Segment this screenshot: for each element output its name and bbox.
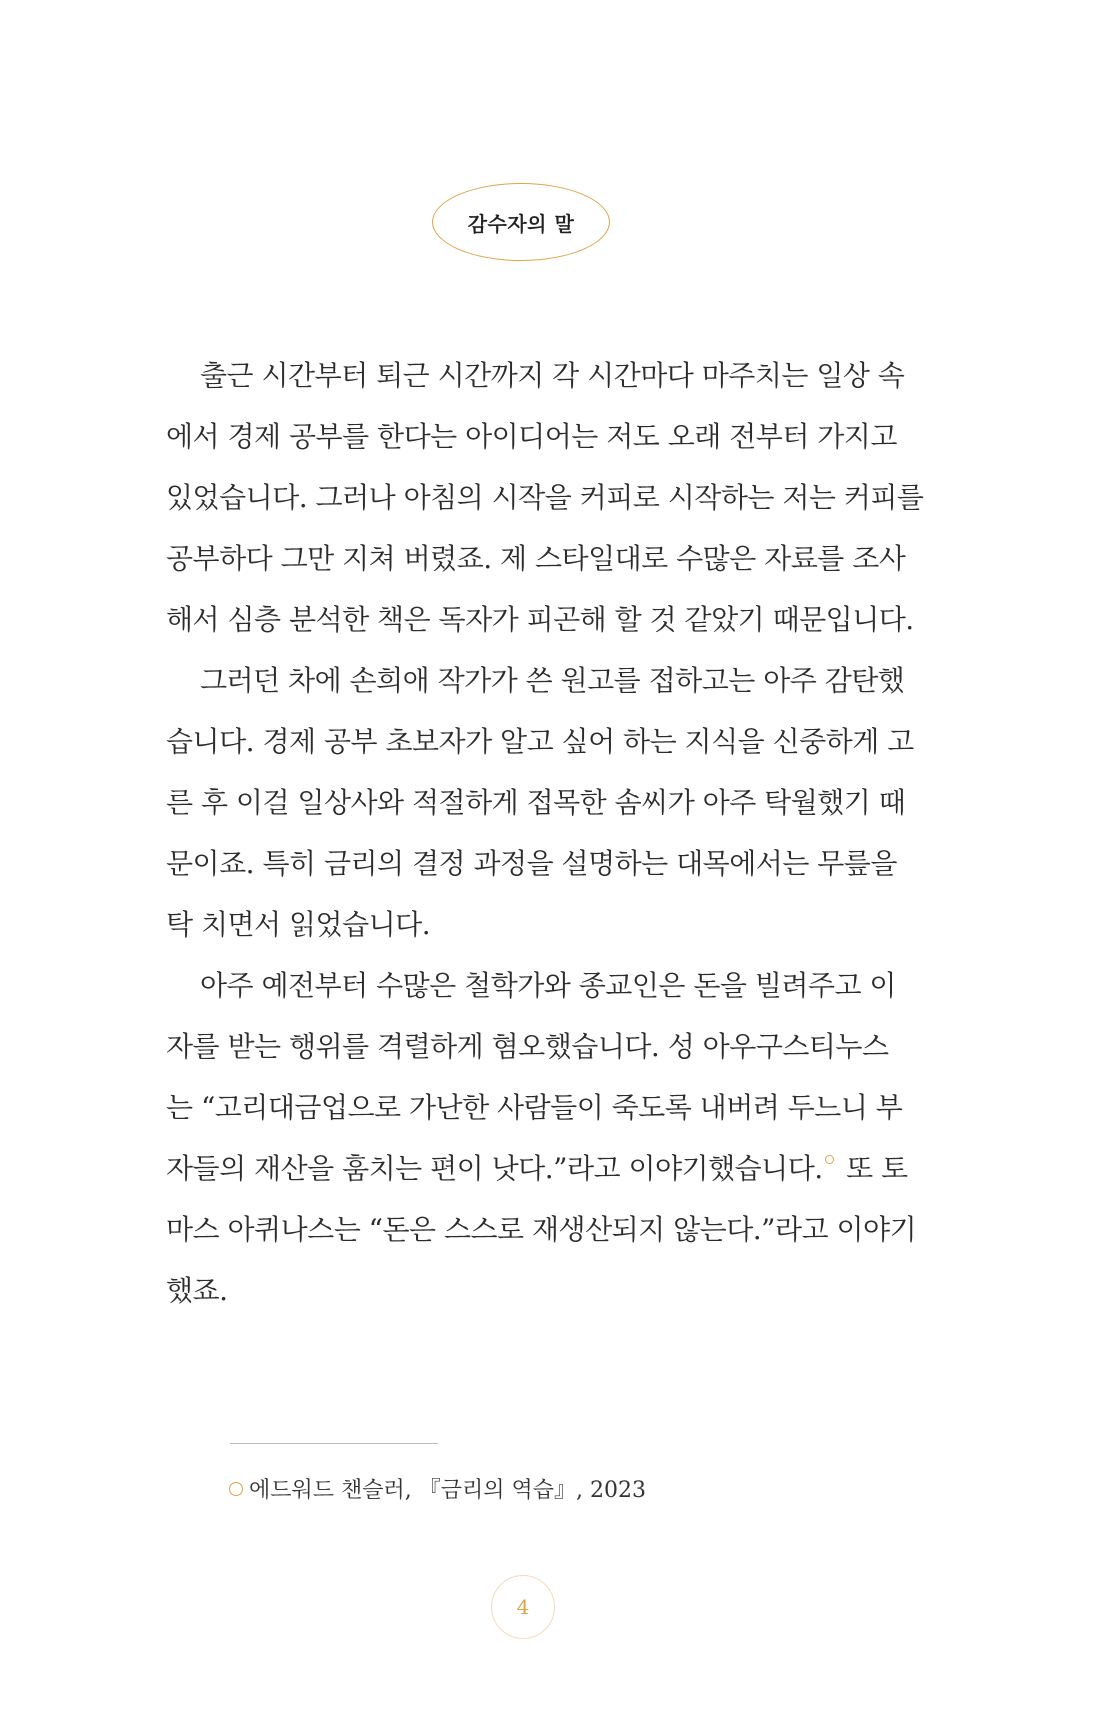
section-title-badge (432, 183, 610, 261)
paragraph-line: 마스 아퀴나스는 “돈은 스스로 재생산되지 않는다.”라고 이야기 (166, 1213, 917, 1246)
page-number-badge (491, 1575, 555, 1639)
paragraph-line: 출근 시간부터 퇴근 시간까지 각 시간마다 마주치는 일상 속 (200, 359, 905, 392)
paragraph-line: 해서 심층 분석한 책은 독자가 피곤해 할 것 같았기 때문입니다. (166, 603, 914, 636)
paragraph-line-with-note (166, 1138, 908, 1199)
line-text-after-note: 또 토 (837, 1152, 908, 1185)
footnote-divider (230, 1443, 438, 1444)
page-number: 4 (516, 1595, 530, 1619)
paragraph-line: 아주 예전부터 수많은 철학가와 종교인은 돈을 빌려주고 이 (200, 969, 896, 1002)
paragraph-line: 했죠. (166, 1274, 228, 1307)
footnote-text: 에드워드 챈슬러, 『금리의 역습』, 2023 (249, 1478, 646, 1503)
body-text (166, 345, 924, 1321)
paragraph-line: 는 “고리대금업으로 가난한 사람들이 죽도록 내버려 두느니 부 (166, 1091, 903, 1124)
paragraph-line: 그러던 차에 손희애 작가가 쓴 원고를 접하고는 아주 감탄했 (200, 664, 905, 697)
paragraph-line: 에서 경제 공부를 한다는 아이디어는 저도 오래 전부터 가지고 (166, 420, 897, 453)
paragraph-line: 문이죠. 특히 금리의 결정 과정을 설명하는 대목에서는 무릎을 (166, 847, 897, 880)
paragraph-line: 있었습니다. 그러나 아침의 시작을 커피로 시작하는 저는 커피를 (166, 481, 924, 514)
section-title: 감수자의 말 (467, 211, 575, 236)
footnote-marker-icon (825, 1155, 834, 1164)
line-text-before-note: 자들의 재산을 훔치는 편이 낫다.”라고 이야기했습니다. (166, 1152, 823, 1185)
footnote-marker-icon (229, 1482, 243, 1496)
paragraph-line: 탁 치면서 읽었습니다. (166, 908, 431, 941)
paragraph-line: 공부하다 그만 지쳐 버렸죠. 제 스타일대로 수많은 자료를 조사 (166, 542, 906, 575)
footnote (229, 1473, 646, 1504)
paragraph-line: 습니다. 경제 공부 초보자가 알고 싶어 하는 지식을 신중하게 고 (166, 725, 914, 758)
paragraph-line: 른 후 이걸 일상사와 적절하게 접목한 솜씨가 아주 탁월했기 때 (166, 786, 906, 819)
paragraph-line: 자를 받는 행위를 격렬하게 혐오했습니다. 성 아우구스티누스 (166, 1030, 889, 1063)
